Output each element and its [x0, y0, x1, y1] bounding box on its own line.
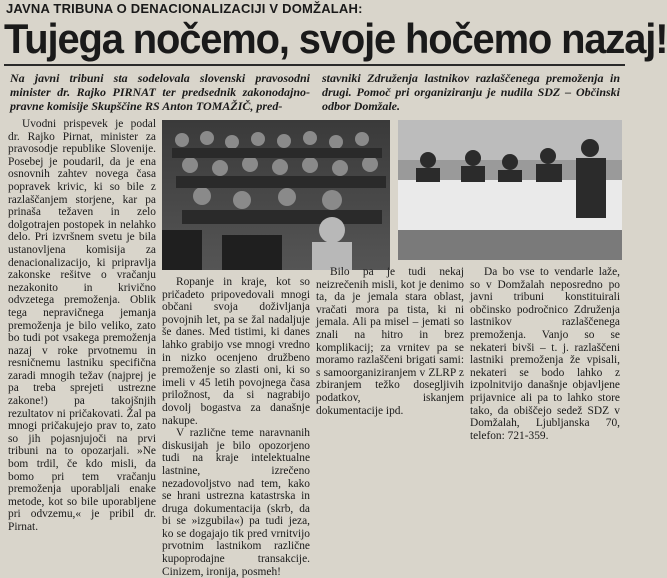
- column-4-text: Da bo vse to vendarle laže, so v Domžalah neposredno po javni tribuni konstituirali občinsko področnico Združenja lastnikov razlaščenega premoženja. Vanjo so se nekateri bivši – t. j. razlaščeni lastniki premoženja že vpisali, nekateri se bodo lahko z izpolnitvijo današnje objavljene prijavnice ali pa to lahko store tako, da obiščejo sedež SDZ v Domžalah, Ljubljanska 70, telefon: 721-359.: [470, 266, 620, 442]
- column-3: [316, 266, 464, 558]
- column-2: [162, 276, 310, 578]
- photo-audience: [162, 120, 390, 270]
- column-3-text: Bilo pa je tudi nekaj neizrečenih misli, kot je denimo ta, da je jemala stara oblast, vračati mora pa tista, ki ni jemala. Ali pa misel – jemati so znali na hitro in brez komplikacij; za vrnitev pa se moramo razlaščeni brigati sami: s samoorganiziranjem v ZLRP z zbiranjem težko dosegljivih podatkov, iskanjem dokumentacije ipd.: [316, 266, 464, 417]
- column-2-text: Ropanje in kraje, kot so pričadeto pripovedovali mnogi občani svoja doživljanja povojnih let, pa se žal nadaljuje še danes. Med tistimi, ki danes lahko grabijo vse mnogi vredno in nizko ocenjeno družbeno premoženje so zlasti oni, ki so imeli v 45 letih povojnega časa priložnost, da si nagrabijo dovolj bogastva za današnje nakupe.: [162, 276, 310, 427]
- headline-rule: [4, 64, 625, 66]
- column-2b-text: V različne teme naravnanih diskusijah je bilo opozorjeno tudi na kraje intelektualne lastnine, izrečeno nezadovoljstvo nad tem, kako se hrani ustrezna katastrska in druga dokumentacija (skrb, da bi se »izgubila«) pa tudi jeza, ko se dogajajo tik pred vrnitvijo prvotnim lastnikom različne kupoprodajne transakcije. Cinizem, ironija, posmeh!: [162, 427, 310, 578]
- photo-panel: [398, 120, 622, 260]
- column-1: [8, 118, 156, 558]
- lead-left: Na javni tribuni sta sodelovala slovenski pravosodni minister dr. Rajko PIRNAT ter predsednik zakonodajno-pravne komisije Skupščine RS Anton TOMAŽIČ, pred-: [10, 71, 310, 113]
- column-4: [470, 266, 620, 558]
- article-headline: Tujega nočemo, svoje hočemo nazaj!: [4, 15, 667, 62]
- lead-right: stavniki Združenja lastnikov razlaščenega premoženja in drugi. Pomoč pri organiziranju je nudila SDZ – Občinski odbor Domžale.: [322, 71, 620, 113]
- article-kicker: JAVNA TRIBUNA O DENACIONALIZACIJI V DOMŽALAH:: [6, 1, 363, 16]
- column-1-text: Uvodni prispevek je podal dr. Rajko Pirnat, minister za pravosodje republike Slovenije. Posebej je poudaril, da je ena osnovnih zahtev novega časa popravek krivic, ki so bile z razlaščanjem storjene, kar pa prinaša težaven in zelo dolgotrajen postopek in nelahko delo. Pri izvršnem svetu je bila ustanovljena komisija za denacionalizacijo, ki pripravlja zakonske rešitve o vračanju nezakonito in krivično odvzetega premoženja. Oblik tega nepravičnega jemanja premoženja je bilo veliko, zato bo tudi pot vsakega premoženja nazaj v roke prvotnemu in resničnemu lastniku specifična zaradi mnogih težav (najprej je pa treba sprejeti ustrezne zakone!) pa takojšnjih rezultatov ni pričakovati. Žal pa mnogi pričakujejo prav to, zato so jih pojasnjujoči na prvi tribuni na to opozarjali. »Ne bom trdil, če kdo misli, da bomo pri tem vračanju premoženja uporabljali enake metode, kot so bile uporabljene pri odvzemu,« je pribil dr. Pirnat.: [8, 118, 156, 533]
